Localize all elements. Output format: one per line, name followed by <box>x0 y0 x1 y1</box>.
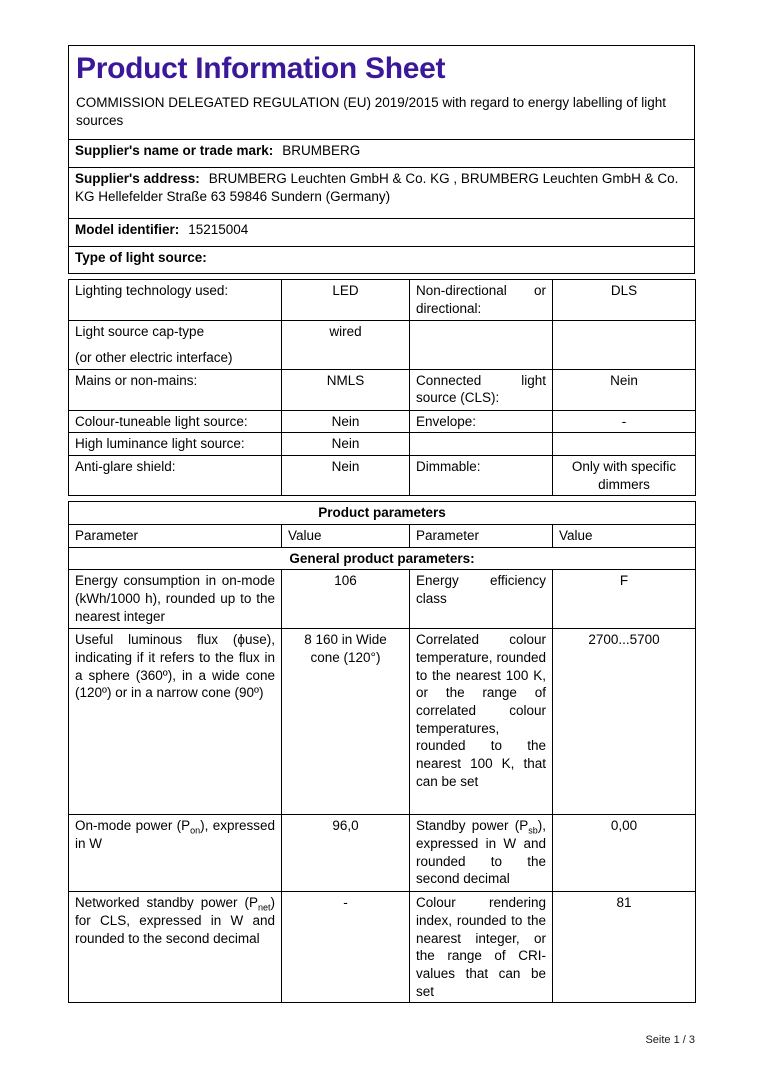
param-cell: High luminance light source: <box>69 433 282 456</box>
general-header-row <box>69 547 696 570</box>
param-cell: Mains or non-mains: <box>69 369 282 410</box>
general-section-title: General product parameters: <box>69 547 696 570</box>
page-title: Product Information Sheet <box>76 52 446 85</box>
type-of-light-source-row <box>69 247 695 274</box>
light-source-row <box>69 455 696 495</box>
column-header: Value <box>282 524 410 547</box>
regulation-subtitle: COMMISSION DELEGATED REGULATION (EU) 2019/2015 with regard to energy labelling of light sources <box>76 94 666 129</box>
value-cell: 2700...5700 <box>553 629 696 815</box>
cap-type-line2: (or other electric interface) <box>75 349 233 365</box>
value-cell: LED <box>282 280 410 321</box>
header-table <box>68 45 695 274</box>
param-cell: Useful luminous flux (ϕuse), indicating if it refers to the flux in a sphere (360º), in a wide cone (120º) or in a narrow cone (90º) <box>69 629 282 815</box>
param-cell <box>410 433 553 456</box>
supplier-address-label: Supplier's address: <box>75 171 200 187</box>
light-source-row <box>69 280 696 321</box>
param-cell: Lighting technology used: <box>69 280 282 321</box>
value-cell: DLS <box>553 280 696 321</box>
column-header: Parameter <box>69 524 282 547</box>
param-cell: Non-directional or directional: <box>410 280 553 321</box>
title-row <box>69 46 695 140</box>
model-identifier-label: Model identifier: <box>75 222 180 238</box>
value-cell: F <box>553 570 696 629</box>
light-source-row <box>69 410 696 433</box>
value-cell: Nein <box>282 433 410 456</box>
type-of-light-source-label: Type of light source: <box>75 250 207 266</box>
param-cell: On-mode power $(P_{on})$, expressed in W <box>69 815 282 892</box>
value-cell: Nein <box>553 369 696 410</box>
param-cell: Networked standby power $(P_{net})$ for CLS, expressed in W and rounded to the second decimal <box>69 892 282 1003</box>
value-cell: NMLS <box>282 369 410 410</box>
light-source-row <box>69 433 696 456</box>
value-cell: 106 <box>282 570 410 629</box>
supplier-name-value: BRUMBERG <box>282 143 361 159</box>
supplier-name-row <box>69 140 695 168</box>
column-header: Value <box>553 524 696 547</box>
supplier-address-row <box>69 168 695 219</box>
light-source-table <box>68 279 696 496</box>
parameter-row <box>69 629 696 815</box>
subscript: net <box>257 903 271 914</box>
param-cell: Connected light source (CLS): <box>410 369 553 410</box>
subscript: on <box>190 826 201 837</box>
param-cell: Dimmable: <box>410 455 553 495</box>
parameter-row <box>69 570 696 629</box>
value-cell: - <box>553 410 696 433</box>
param-cell <box>69 321 282 369</box>
light-source-row <box>69 321 696 369</box>
param-cell: Standby power $(P_{sb})$, expressed in W and rounded to the second decimal <box>410 815 553 892</box>
parameter-row <box>69 892 696 1003</box>
parameter-row <box>69 815 696 892</box>
product-parameters-table <box>68 501 696 1003</box>
page-number: Seite 1 / 3 <box>645 1034 695 1047</box>
param-cell: Anti-glare shield: <box>69 455 282 495</box>
cap-type-line1: Light source cap-type <box>75 324 205 340</box>
column-header: Parameter <box>410 524 553 547</box>
value-cell: 81 <box>553 892 696 1003</box>
value-cell <box>553 433 696 456</box>
value-cell: 96,0 <box>282 815 410 892</box>
value-cell: 0,00 <box>553 815 696 892</box>
model-identifier-value: 15215004 <box>188 222 249 238</box>
supplier-name-label: Supplier's name or trade mark: <box>75 143 274 159</box>
value-cell <box>553 321 696 369</box>
section-header-row <box>69 502 696 525</box>
param-cell: Colour rendering index, rounded to the nearest integer, or the range of CRI-values that can be set <box>410 892 553 1003</box>
value-cell: wired <box>282 321 410 369</box>
param-cell: Correlated colour temperature, rounded to the nearest 100 K, or the range of correlated colour temperatures, rounded to the nearest 100 K, that can be set <box>410 629 553 815</box>
model-identifier-row <box>69 219 695 247</box>
param-cell: Envelope: <box>410 410 553 433</box>
section-title: Product parameters <box>69 502 696 525</box>
value-cell: Nein <box>282 410 410 433</box>
value-cell: Only with specific dimmers <box>553 455 696 495</box>
param-cell: Colour-tuneable light source: <box>69 410 282 433</box>
param-cell: Energy efficiency class <box>410 570 553 629</box>
supplier-address-value: BRUMBERG Leuchten GmbH & Co. KG , BRUMBERG Leuchten GmbH & Co. KG Hellefelder Straße 63 59846 Sundern (Germany) <box>75 171 679 204</box>
param-cell: Energy consumption in on-mode (kWh/1000 h), rounded up to the nearest integer <box>69 570 282 629</box>
subscript: sb <box>528 826 538 837</box>
light-source-row <box>69 369 696 410</box>
param-cell <box>410 321 553 369</box>
value-cell: - <box>282 892 410 1003</box>
column-header-row <box>69 524 696 547</box>
value-cell: 8 160 in Wide cone (120°) <box>282 629 410 815</box>
value-cell: Nein <box>282 455 410 495</box>
